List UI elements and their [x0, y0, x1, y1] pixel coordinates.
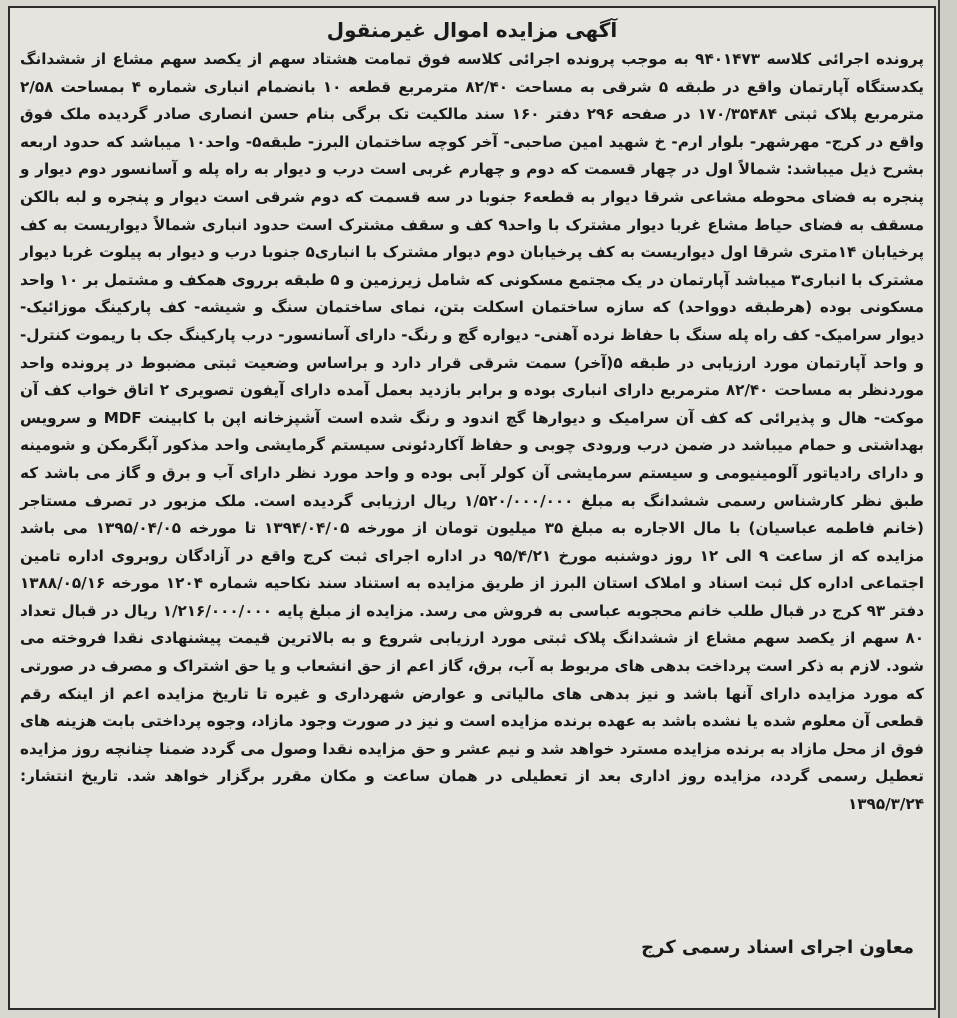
column-divider [938, 0, 957, 1018]
notice-title: آگهی مزایده اموال غیرمنقول [326, 18, 618, 42]
notice-signature: معاون اجرای اسناد رسمی کرج [641, 937, 914, 958]
notice-body: پرونده اجرائی کلاسه ۹۴۰۱۴۷۳ به موجب پرونده اجرائی کلاسه فوق تمامت هشتاد سهم از یکصد سهم مشاع از ششدانگ یکدستگاه آپارتمان واقع در طبقه ۵ شرقی به مساحت ۸۲/۴۰ مترمربع قطعه ۱۰ بانضمام انباری شماره ۴ بمساحت ۲/۵۸ مترمربع پلاک ثبتی ۱۷۰/۳۵۴۸۴ در صفحه ۲۹۶ دفتر ۱۶۰ سند مالکیت تک برگی بنام حسن انصاری صادر گردیده ملک فوق واقع در کرج- مهرشهر- بلوار ارم- خ شهید امین صاحبی- آخر کوچه ساختمان البرز- طبقه۵- واحد۱۰ میباشد که حدود اربعه بشرح ذیل میباشد: شمالاً اول در چهار قسمت که دوم و چهارم غربی است درب و دیوار به راه پله و آسانسور دوم دیوار و پنجره به فضای محوطه مشاعی شرقا دیوار به قطعه۶ جنوبا در سه قسمت که دوم شرقی است دیوار و پنجره و لبه بالکن مسقف به فضای حیاط مشاع غربا دیوار مشترک با واحد۹ کف و سقف مشترک است حدود انباری شمالاً دیواریست به کف پرخیابان ۱۴متری شرقا اول دیواریست به کف پرخیابان دوم دیوار مشترک با انباری۵ جنوبا درب و دیوار به پیلوت غربا دیوار مشترک با انباری۳ میباشد آپارتمان در یک مجتمع مسکونی که شامل زیرزمین و ۵ طبقه برروی همکف و مشتمل بر ۱۰ واحد مسکونی بوده (هرطبقه دوواحد) که سازه ساختمان اسکلت بتن، نمای ساختمان سنگ و شیشه- کف پارکینگ موزائیک- دیوار سرامیک- کف راه پله سنگ با حفاظ نرده آهنی- دیواره گچ و رنگ- دارای آسانسور- درب پارکینگ جک با ریموت کنترل- و واحد آپارتمان مورد ارزیابی در طبقه ۵(آخر) سمت شرقی قرار دارد و براساس وضعیت ثبتی مضبوط در پرونده واحد موردنظر به مساحت ۸۲/۴۰ مترمربع دارای انباری بوده و برابر بازدید بعمل آمده دارای آیفون تصویری ۲ اتاق خواب کف آن موکت- هال و پذیرائی که کف آن سرامیک و دیوارها گچ اندود و رنگ شده است آشپزخانه اپن با کابینت MDF و سرویس بهداشتی و حمام میباشد در ضمن درب ورودی چوبی و حفاظ آکاردئونی سیستم گرمایشی واحد مذکور آبگرمکن و شومینه و دارای رادیاتور آلومینیومی و سیستم سرمایشی آن کولر آبی بوده و واحد مورد نظر دارای آب و برق و گاز می باشد که طبق نظر کارشناس رسمی ششدانگ به مبلغ ۱/۵۲۰/۰۰۰/۰۰۰ ریال ارزیابی گردیده است. ملک مزبور در تصرف مستاجر (خانم فاطمه عباسیان) با مال الاجاره به مبلغ ۳۵ میلیون تومان از مورخه ۱۳۹۴/۰۴/۰۵ تا مورخه ۱۳۹۵/۰۴/۰۵ می باشد مزایده که از ساعت ۹ الی ۱۲ روز دوشنبه مورخ ۹۵/۴/۲۱ در اداره اجرای ثبت کرج واقع در آزادگان روبروی اداره تامین اجتماعی اداره کل ثبت اسناد و املاک استان البرز از طریق مزایده به استناد سند نکاحیه شماره ۱۲۰۴ مورخه ۱۳۸۸/۰۵/۱۶ دفتر ۹۳ کرج در قبال طلب خانم محجوبه عباسی به فروش می رسد. مزایده از مبلغ پایه ۱/۲۱۶/۰۰۰/۰۰۰ ریال در قبال تعداد ۸۰ سهم از یکصد سهم مشاع از ششدانگ پلاک ثبتی مورد ارزیابی شروع و به بالاترین قیمت پیشنهادی نقدا فروخته می شود. لازم به ذکر است پرداخت بدهی های مربوط به آب، برق، گاز اعم از حق انشعاب و یا حق اشتراک و مصرف در صورتی که مورد مزایده دارای آنها باشد و نیز بدهی های مالیاتی و عوارض شهرداری و غیره تا تاریخ مزایده اعم از اینکه رقم قطعی آن معلوم شده یا نشده باشد به عهده برنده مزایده است و نیز در صورت وجود مازاد، وجوه پرداختی بابت هزینه های فوق از محل مازاد به برنده مزایده مسترد خواهد شد و نیم عشر و حق مزایده نقدا وصول می گردد ضمنا چنانچه روز مزایده تعطیل رسمی گردد، مزایده روز اداری بعد از تعطیلی در همان ساعت و مکان مقرر برگزار خواهد شد. تاریخ انتشار: ۱۳۹۵/۳/۲۴ [20, 50, 925, 814]
notice-panel [8, 6, 936, 1010]
